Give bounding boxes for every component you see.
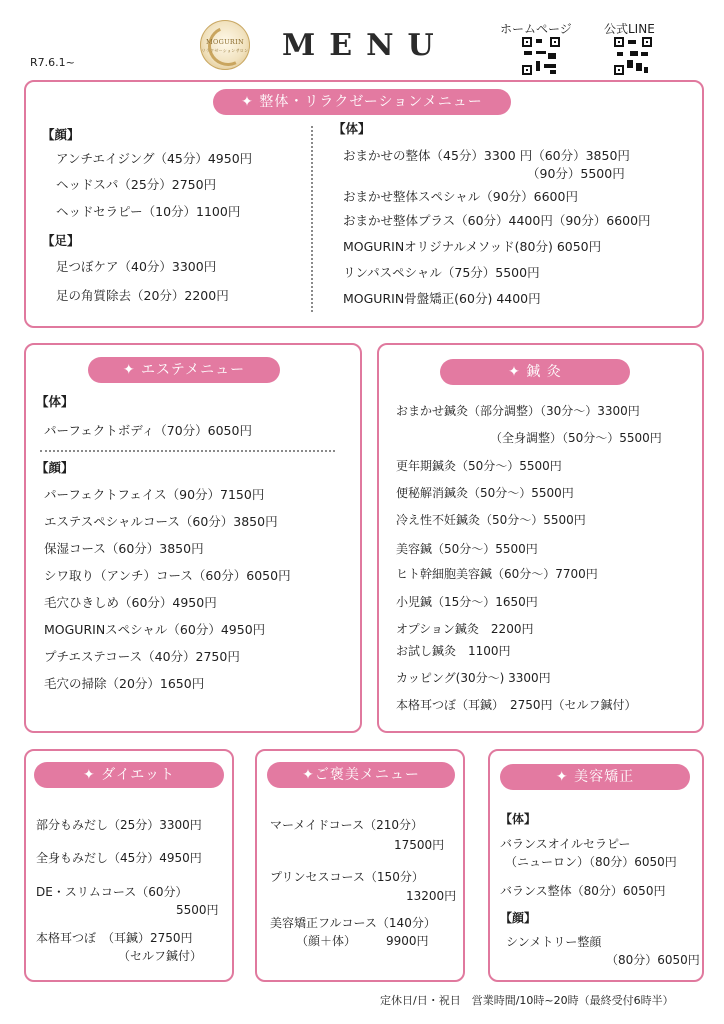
esthe-face-item: パーフェクトフェイス（90分）7150円 [44,487,265,502]
esthe-face-item: 保湿コース（60分）3850円 [44,541,204,556]
qr-homepage-icon[interactable] [522,37,560,75]
seitai-body-item: MOGURINオリジナルメソッド(80分) 6050円 [343,239,602,254]
logo-text: MOGURIN [206,38,244,46]
seitai-face-item: ヘッドスパ（25分）2750円 [56,177,217,192]
shinkyu-item: 冷え性不妊鍼灸（50分～）5500円 [396,513,586,527]
esthe-face-item: MOGURINスペシャル（60分）4950円 [44,622,266,637]
seitai-face-head: 【顔】 [42,127,80,142]
date-label: R7.6.1~ [30,56,75,69]
esthe-face-item: 毛穴の掃除（20分）1650円 [44,676,205,691]
esthe-face-item: プチエステコース（40分）2750円 [44,649,240,664]
shinkyu-title: ✦ 鍼 灸 [440,359,630,385]
gohoubi-title: ✦ご褒美メニュー [267,762,455,788]
seitai-body-item: （90分）5500円 [527,166,625,181]
biyou-body-item: バランス整体（80分）6050円 [500,884,666,898]
esthe-face-head: 【顔】 [36,460,74,475]
qr-line-icon[interactable] [614,37,652,75]
shinkyu-item: カッピング(30分～) 3300円 [396,671,551,685]
logo [200,20,250,70]
biyou-title: ✦ 美容矯正 [500,764,690,790]
logo-subtext: リラクゼーションサロン [201,48,249,53]
shinkyu-item: （全身調整）（50分～）5500円 [490,431,662,445]
seitai-face-item: アンチエイジング（45分）4950円 [56,151,253,166]
biyou-body-item: （ニューロン）（80分）6050円 [505,855,677,869]
biyou-face-head: 【顔】 [500,911,537,925]
qr-homepage-label: ホームページ [500,22,572,36]
esthe-face-item: シワ取り（アンチ）コース（60分）6050円 [44,568,291,583]
page-title: MENU [282,28,448,63]
esthe-body-head: 【体】 [36,394,74,409]
gohoubi-item: 13200円 [406,889,457,903]
diet-item: DE・スリムコース（60分） [36,885,188,899]
seitai-body-item: MOGURIN骨盤矯正(60分) 4400円 [343,291,541,306]
diet-item: 部分もみだし（25分）3300円 [36,818,202,832]
shinkyu-item: ヒト幹細胞美容鍼（60分～）7700円 [396,567,598,581]
seitai-body-item: おまかせ整体スペシャル（90分）6600円 [343,189,578,204]
gohoubi-item: プリンセスコース（150分） [270,870,424,884]
biyou-face-item: （80分）6050円 [606,953,700,967]
seitai-body-item: おまかせ整体プラス（60分）4400円（90分）6600円 [343,213,651,228]
shinkyu-item: お試し鍼灸 1100円 [396,644,511,658]
diet-title: ✦ ダイエット [34,762,224,788]
gohoubi-item: マーメイドコース（210分） [270,818,423,832]
gohoubi-item: 17500円 [394,838,445,852]
gohoubi-item: 美容矯正フルコース（140分） [270,916,436,930]
esthe-panel [24,343,362,733]
gohoubi-item: （顔＋体） 9900円 [296,934,429,948]
biyou-face-item: シンメトリー整顔 [506,935,602,949]
diet-item: （セルフ鍼付） [118,949,203,963]
seitai-title: ✦ 整体・リラクゼーションメニュー [213,89,511,115]
shinkyu-item: 小児鍼（15分～）1650円 [396,595,538,609]
seitai-foot-item: 足つぼケア（40分）3300円 [56,259,217,274]
seitai-foot-item: 足の角質除去（20分）2200円 [56,288,229,303]
moon-icon [202,20,253,71]
seitai-face-item: ヘッドセラピー（10分）1100円 [56,204,241,219]
shinkyu-item: オプション鍼灸 2200円 [396,622,534,636]
footer-hours: 定休日/日・祝日 営業時間/10時~20時（最終受付6時半） [380,994,674,1007]
shinkyu-item: 更年期鍼灸（50分～）5500円 [396,459,562,473]
diet-item: 全身もみだし（45分）4950円 [36,851,202,865]
esthe-title: ✦ エステメニュー [88,357,280,383]
biyou-body-head: 【体】 [500,812,537,826]
divider [311,126,313,312]
esthe-face-item: エステスペシャルコース（60分）3850円 [44,514,278,529]
seitai-body-item: おまかせの整体（45分）3300 円（60分）3850円 [343,148,630,163]
seitai-body-head: 【体】 [333,121,371,136]
divider [40,450,335,452]
diet-item: 本格耳つぼ （耳鍼）2750円 [36,931,193,945]
shinkyu-item: おまかせ鍼灸（部分調整）（30分～）3300円 [396,404,640,418]
biyou-body-item: バランスオイルセラピー [500,837,631,851]
esthe-body-item: パーフェクトボディ（70分）6050円 [44,423,252,438]
diet-item: 5500円 [176,903,219,917]
seitai-body-item: リンパスペシャル（75分）5500円 [343,265,540,280]
shinkyu-item: 便秘解消鍼灸（50分～）5500円 [396,486,574,500]
qr-line-label: 公式LINE [604,22,655,36]
esthe-face-item: 毛穴ひきしめ（60分）4950円 [44,595,217,610]
shinkyu-item: 美容鍼（50分～）5500円 [396,542,538,556]
shinkyu-item: 本格耳つぼ（耳鍼） 2750円（セルフ鍼付） [396,698,637,712]
seitai-foot-head: 【足】 [42,233,80,248]
